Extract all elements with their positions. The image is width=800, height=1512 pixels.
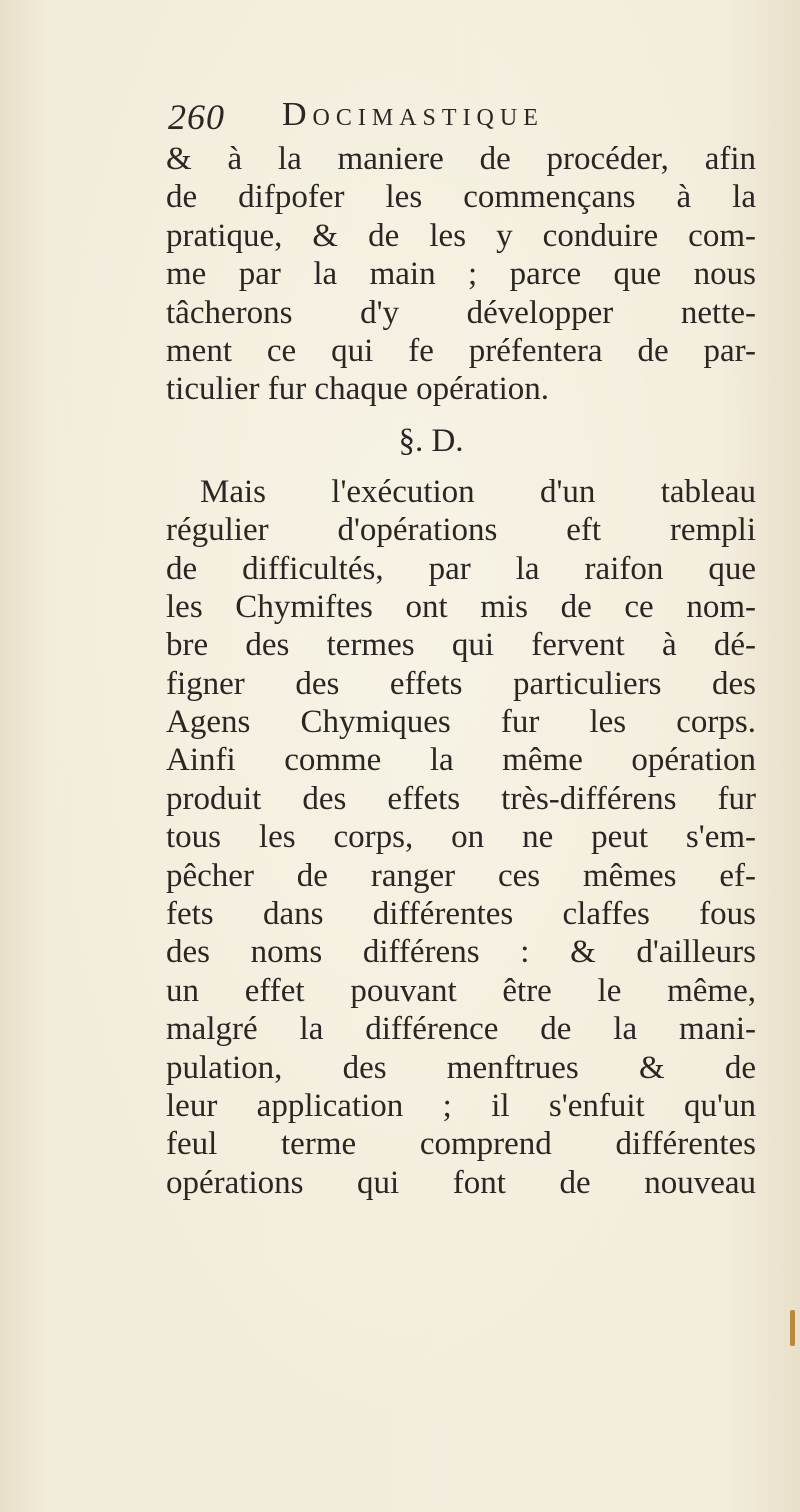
text-line: ticulier fur chaque opération. [166, 371, 549, 408]
page-edge-mark [790, 1310, 795, 1346]
text-line: pêcher de ranger ces mêmes ef- [166, 857, 756, 894]
text-line: me par la main ; parce que nous [166, 256, 756, 293]
text-line: produit des effets très-différens fur [166, 780, 756, 817]
text-line: Mais l'exécution d'un tableau [200, 473, 756, 510]
page-number: 260 [168, 97, 225, 137]
paragraph-1 [166, 140, 756, 409]
text-line: pratique, & de les y conduire com- [166, 217, 756, 254]
body-text [166, 140, 756, 1202]
text-line: régulier d'opérations eft rempli [166, 512, 756, 549]
text-line: pulation, des menftrues & de [166, 1049, 756, 1086]
page-header [168, 96, 748, 144]
text-line: de difpofer les commençans à la [166, 179, 756, 216]
running-head: Docimastique [282, 96, 544, 133]
text-line: feul terme comprend différentes [166, 1126, 756, 1163]
text-line: ment ce qui fe préfentera de par- [166, 332, 756, 369]
text-line: leur application ; il s'enfuit qu'un [166, 1087, 756, 1124]
text-line: malgré la différence de la mani- [166, 1011, 756, 1048]
text-line: figner des effets particuliers des [166, 665, 756, 702]
text-line: les Chymiftes ont mis de ce nom- [166, 588, 756, 625]
text-line: un effet pouvant être le même, [166, 972, 756, 1009]
text-line: Agens Chymiques fur les corps. [166, 704, 756, 741]
text-line: bre des termes qui fervent à dé- [166, 627, 756, 664]
text-line: des noms différens : & d'ailleurs [166, 934, 756, 971]
text-line: fets dans différentes claffes fous [166, 896, 756, 933]
text-line: tous les corps, on ne peut s'em- [166, 819, 756, 856]
text-line: de difficultés, par la raifon que [166, 550, 756, 587]
paragraph-2 [166, 473, 756, 1202]
text-line: opérations qui font de nouveau [166, 1164, 756, 1201]
text-line: Ainfi comme la même opération [166, 742, 756, 779]
text-line: & à la maniere de procéder, afin [166, 141, 756, 177]
text-line: tâcherons d'y développer nette- [166, 294, 756, 331]
section-heading: §. D. [398, 422, 464, 459]
